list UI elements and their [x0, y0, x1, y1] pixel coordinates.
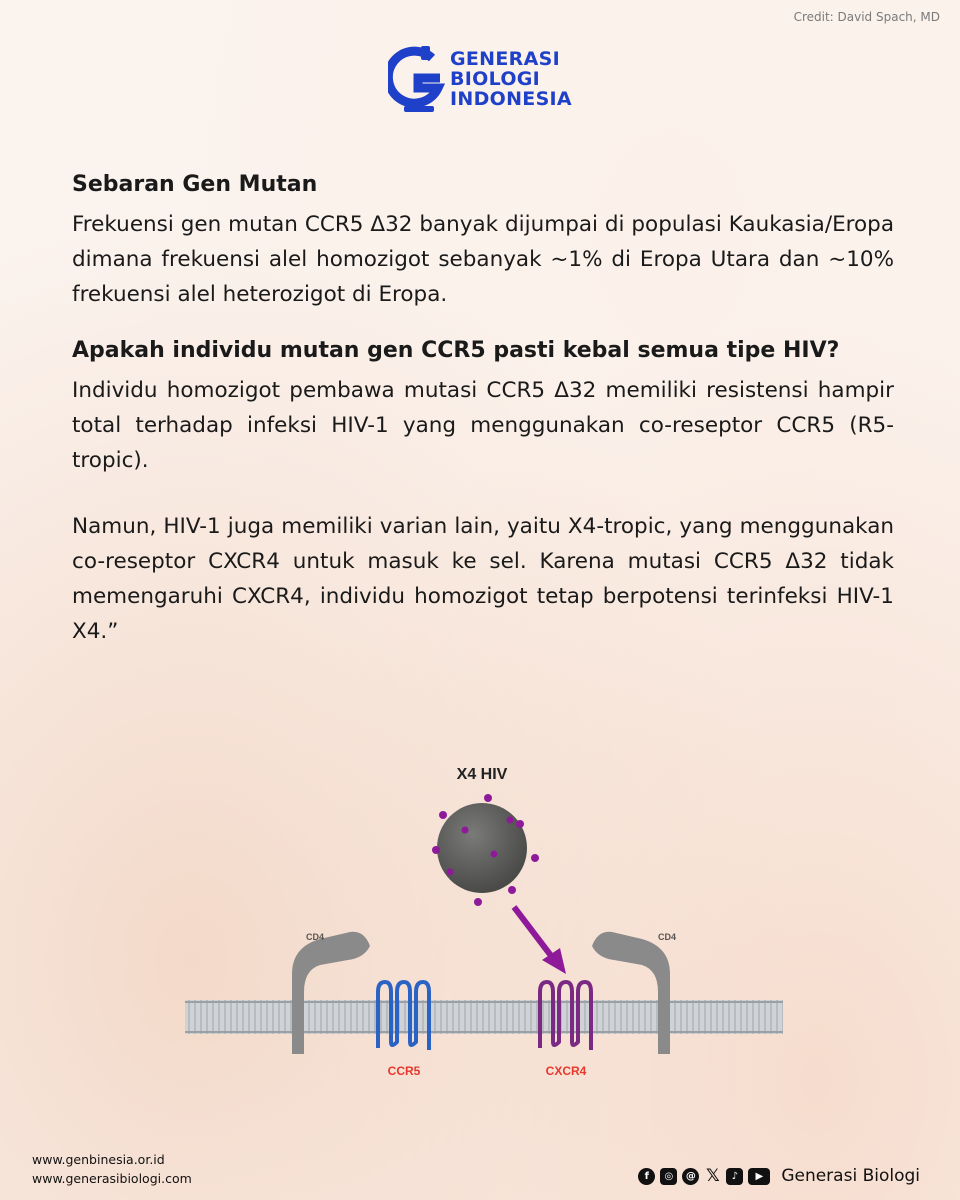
x-icon[interactable]: 𝕏: [705, 1166, 720, 1186]
threads-icon[interactable]: @: [682, 1168, 699, 1185]
microscope-g-logo-icon: [388, 44, 446, 114]
brand-name: Generasi Biologi: [781, 1166, 920, 1186]
logo-line: BIOLOGI: [450, 68, 541, 90]
youtube-icon[interactable]: ▶: [748, 1168, 770, 1185]
website-links: [32, 1150, 192, 1188]
cell-membrane: [185, 1000, 783, 1034]
tiktok-icon[interactable]: ♪: [726, 1168, 743, 1185]
cd4-receptor-right: [592, 932, 670, 1054]
image-credit: Credit: David Spach, MD: [793, 10, 940, 24]
ccr5-label: CCR5: [387, 1064, 421, 1078]
virus-particle: [432, 794, 539, 906]
binding-arrow: [514, 907, 566, 974]
hiv-receptor-diagram: [180, 752, 790, 1092]
cxcr4-label: CXCR4: [545, 1064, 587, 1078]
logo-line: INDONESIA: [450, 88, 572, 110]
facebook-icon[interactable]: f: [638, 1168, 655, 1185]
section-heading: Apakah individu mutan gen CCR5 pasti kebal semua tipe HIV?: [72, 338, 840, 363]
virus-label: X4 HIV: [456, 766, 508, 783]
cd4-label-left: CD4: [306, 932, 325, 942]
paragraph: Namun, HIV-1 juga memiliki varian lain, yaitu X4-tropic, yang menggunakan co-reseptor CXCR4 untuk masuk ke sel. Karena mutasi CCR5 Δ32 tidak memengaruhi CXCR4, individu homozigot tetap berpotensi terinfeksi HIV-1 X4.”: [72, 514, 894, 644]
paragraph: Individu homozigot pembawa mutasi CCR5 Δ32 memiliki resistensi hampir total terhadap infeksi HIV-1 yang menggunakan co-reseptor CCR5 (R5-tropic).: [72, 378, 894, 473]
cd4-label-right: CD4: [658, 932, 677, 942]
website-link[interactable]: www.generasibiologi.com: [32, 1171, 192, 1186]
article-body: [72, 172, 894, 649]
paragraph: Frekuensi gen mutan CCR5 Δ32 banyak dijumpai di populasi Kaukasia/Eropa dimana frekuensi alel homozigot sebanyak ~1% di Eropa Utara dan ~10% frekuensi alel heterozigot di Eropa.: [72, 212, 894, 307]
section-heading: Sebaran Gen Mutan: [72, 172, 318, 197]
social-bar: [638, 1166, 920, 1186]
logo-line: GENERASI: [450, 48, 560, 70]
logo-text: [450, 49, 572, 109]
logo: [388, 44, 572, 114]
cd4-receptor-left: [292, 932, 370, 1054]
instagram-icon[interactable]: ◎: [660, 1168, 677, 1185]
website-link[interactable]: www.genbinesia.or.id: [32, 1152, 165, 1167]
